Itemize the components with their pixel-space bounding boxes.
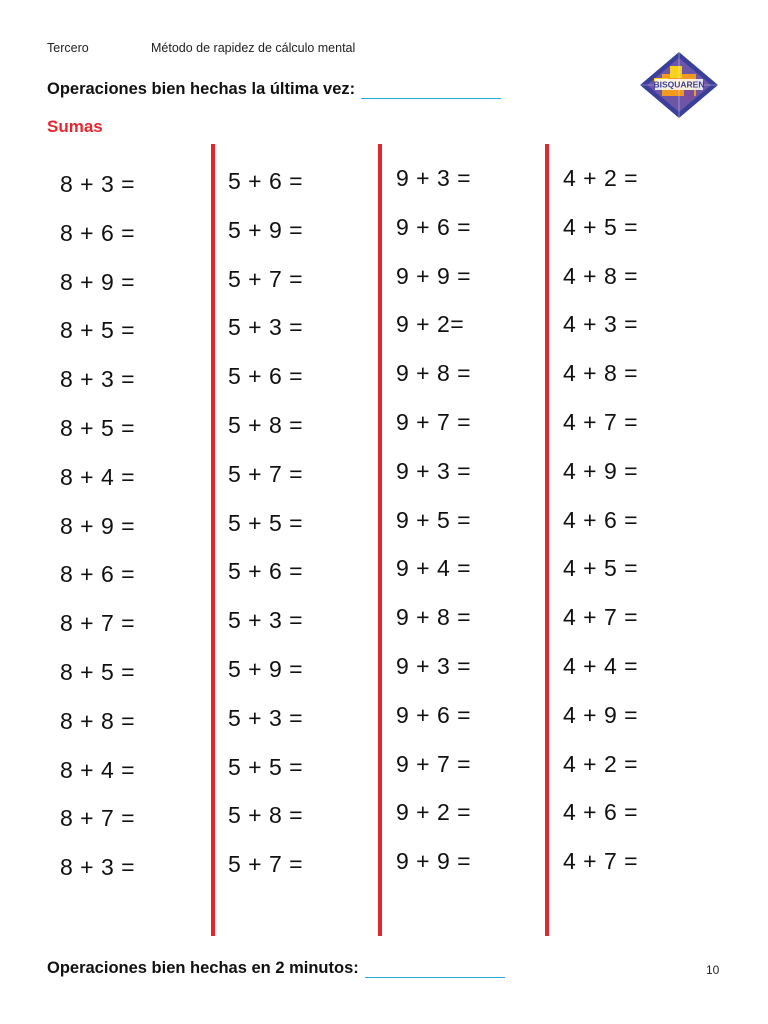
addition-exercise: 4 + 9 = xyxy=(563,457,639,484)
addition-exercise: 4 + 7 = xyxy=(563,409,639,435)
last-time-label: Operaciones bien hechas la última vez: xyxy=(47,80,356,98)
addition-exercise: 9 + 3 = xyxy=(396,653,472,679)
section-title: Sumas xyxy=(47,117,103,136)
addition-exercise: 4 + 8 = xyxy=(563,262,639,289)
last-time-prompt xyxy=(47,80,501,99)
addition-exercise: 5 + 3 = xyxy=(228,704,304,731)
addition-exercise: 9 + 9 = xyxy=(396,262,472,289)
addition-exercise: 5 + 8 = xyxy=(228,802,304,829)
addition-exercise: 5 + 7 = xyxy=(228,460,304,487)
addition-exercise: 8 + 3 = xyxy=(60,854,136,881)
addition-exercise: 4 + 7 = xyxy=(563,848,639,875)
addition-exercise: 9 + 6 = xyxy=(396,213,472,240)
two-minutes-prompt xyxy=(47,959,505,978)
addition-exercise: 9 + 9 = xyxy=(396,848,472,875)
logo-text: BISQUAREN xyxy=(653,79,705,90)
column-divider xyxy=(545,144,549,936)
addition-exercise: 8 + 9 = xyxy=(60,512,136,539)
addition-exercise: 8 + 6 = xyxy=(60,219,136,246)
addition-exercise: 9 + 8 = xyxy=(396,604,472,631)
addition-exercise: 5 + 5 = xyxy=(228,509,304,536)
addition-exercise: 5 + 6 = xyxy=(228,558,304,585)
publisher-logo xyxy=(640,52,718,118)
addition-exercise: 8 + 8 = xyxy=(60,707,136,734)
grade-label: Tercero xyxy=(47,41,89,55)
addition-exercise: 9 + 5 = xyxy=(396,506,472,533)
addition-exercise: 9 + 4 = xyxy=(396,555,472,582)
addition-exercise: 5 + 3 = xyxy=(228,607,304,634)
page-number: 10 xyxy=(706,963,720,977)
addition-exercise: 4 + 2 = xyxy=(563,750,639,777)
addition-exercise: 8 + 4 = xyxy=(60,463,136,490)
addition-exercise: 4 + 3 = xyxy=(563,311,639,338)
addition-exercise: 5 + 7 = xyxy=(228,265,304,292)
method-title: Método de rapidez de cálculo mental xyxy=(151,41,356,55)
addition-exercise: 9 + 2 = xyxy=(396,799,472,826)
column-divider xyxy=(378,144,382,936)
column-divider xyxy=(211,144,215,936)
addition-exercise: 4 + 5 = xyxy=(563,213,639,240)
addition-exercise: 4 + 6 = xyxy=(563,506,639,533)
addition-exercise: 4 + 6 = xyxy=(563,799,639,826)
addition-exercise: 9 + 2= xyxy=(396,311,465,338)
addition-exercise: 8 + 6 = xyxy=(60,561,136,588)
addition-exercise: 8 + 5 = xyxy=(60,415,136,441)
addition-exercise: 9 + 7 = xyxy=(396,750,472,777)
addition-exercise: 8 + 5 = xyxy=(60,659,136,685)
two-minutes-label: Operaciones bien hechas en 2 minutos: xyxy=(47,959,359,977)
addition-exercise: 8 + 3 = xyxy=(60,171,136,197)
addition-exercise: 8 + 3 = xyxy=(60,366,136,393)
addition-exercise: 9 + 8 = xyxy=(396,360,472,387)
addition-exercise: 5 + 5 = xyxy=(228,753,304,780)
addition-exercise: 9 + 3 = xyxy=(396,457,472,484)
addition-exercise: 5 + 6 = xyxy=(228,363,304,390)
addition-exercise: 4 + 4 = xyxy=(563,653,639,679)
addition-exercise: 5 + 8 = xyxy=(228,412,304,438)
addition-exercise: 8 + 7 = xyxy=(60,805,136,832)
addition-exercise: 5 + 9 = xyxy=(228,656,304,682)
addition-exercise: 8 + 9 = xyxy=(60,268,136,295)
addition-exercise: 5 + 3 = xyxy=(228,314,304,341)
addition-exercise: 5 + 9 = xyxy=(228,216,304,243)
addition-exercise: 4 + 8 = xyxy=(563,360,639,387)
addition-exercise: 8 + 4 = xyxy=(60,756,136,783)
two-minutes-answer-blank[interactable] xyxy=(365,962,505,978)
addition-exercise: 5 + 7 = xyxy=(228,851,304,878)
addition-exercise: 4 + 9 = xyxy=(563,701,639,728)
addition-exercise: 4 + 5 = xyxy=(563,555,639,582)
addition-exercise: 9 + 7 = xyxy=(396,409,472,435)
last-time-answer-blank[interactable] xyxy=(361,83,501,99)
addition-exercise: 8 + 7 = xyxy=(60,610,136,637)
addition-exercise: 5 + 6 = xyxy=(228,168,304,194)
addition-exercise: 4 + 7 = xyxy=(563,604,639,631)
addition-exercise: 4 + 2 = xyxy=(563,165,639,191)
addition-exercise: 9 + 3 = xyxy=(396,165,472,191)
addition-exercise: 9 + 6 = xyxy=(396,701,472,728)
addition-exercise: 8 + 5 = xyxy=(60,317,136,344)
